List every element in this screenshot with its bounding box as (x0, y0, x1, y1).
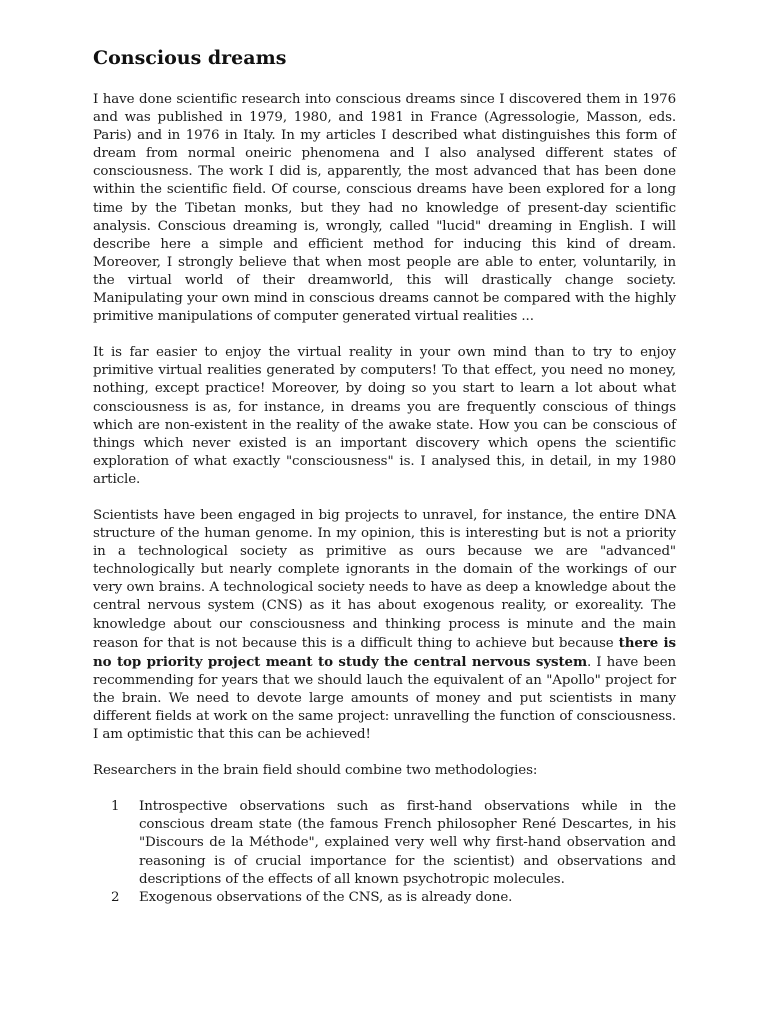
document-page (93, 44, 676, 907)
list-item-number: 1 (111, 799, 120, 815)
paragraph-3 (93, 507, 676, 744)
paragraph-3-text-a: Scientists have been engaged in big projects to unravel, for instance, the entire DNA structure of the human genome. In my opinion, this is interesting but is not a priority in a technological society as primitive as ours because we are "advanced" technologically but nearly complete ignorants in the domain of the workings of our very own brains. A technological society needs to have as deep a knowledge about the central nervous system (CNS) as it has about exogenous reality, or exoreality. The knowledge about our consciousness and thinking process is minute and the main reason for that is not because this is a difficult thing to achieve but because (93, 507, 676, 651)
list-item-text: Exogenous observations of the CNS, as is already done. (139, 889, 513, 905)
paragraph-4: Researchers in the brain field should combine two methodologies: (93, 763, 538, 779)
paragraph-1: I have done scientific research into conscious dreams since I discovered them in 1976 and was published in 1979, 1980, and 1981 in France (Agressologie, Masson, eds. Paris) and in 1976 in Italy. In my articles I described what distinguishes this form of dream from normal oneiric phenomena and I also analysed different states of consciousness. The work I did is, apparently, the most advanced that has been done within the scientific field. Of course, conscious dreams have been explored for a long time by the Tibetan monks, but they had no knowledge of present-day scientific analysis. Conscious dreaming is, wrongly, called "lucid" dreaming in English. I will describe here a simple and efficient method for inducing this kind of dream. Moreover, I strongly believe that when most people are able to enter, voluntarily, in the virtual world of their dreamworld, this will drastically change society. Manipulating your own mind in conscious dreams cannot be compared with the highly primitive manipulations of computer generated virtual realities ... (93, 92, 676, 325)
list-item (93, 889, 676, 907)
list-item-number: 2 (111, 889, 120, 905)
paragraph-2: It is far easier to enjoy the virtual reality in your own mind than to try to enjoy primitive virtual realities generated by computers! To that effect, you need no money, nothing, except practice! Moreover, by doing so you start to learn a lot about what consciousness is as, for instance, in dreams you are frequently conscious of things which are non-existent in the reality of the awake state. How you can be conscious of things which never existed is an important discovery which opens the scientific exploration of what exactly "consciousness" is. I analysed this, in detail, in my 1980 article. (93, 345, 676, 487)
page-title: Conscious dreams (93, 47, 287, 69)
paragraph-3-bold-text: there is no top priority project meant to study the central nervous system (93, 634, 676, 670)
list-item-text: Introspective observations such as first-hand observations while in the conscious dream state (the famous French philosopher René Descartes, in his "Discours de la Méthode", explained very well why first-hand observation and reasoning is of crucial importance for the scientist) and observations and descriptions of the effects of all known psychotropic molecules. (139, 799, 676, 887)
methodology-list (93, 798, 676, 907)
list-item (93, 798, 676, 888)
paragraph-3-text-b: . I have been recommending for years that we should lauch the equivalent of an "Apollo" project for the brain. We need to devote large amounts of money and put scientists in many different fields at work on the same project: unravelling the function of consciousness. I am optimistic that this can be achieved! (93, 654, 676, 743)
